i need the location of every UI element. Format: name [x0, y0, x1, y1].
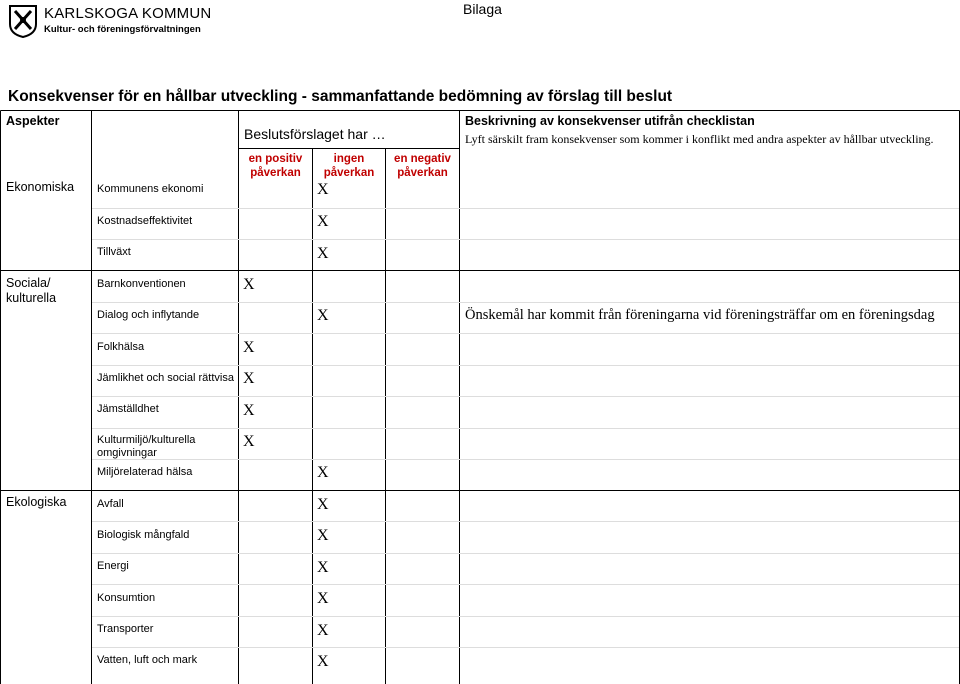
col-negative-header: en negativ påverkan	[394, 153, 451, 179]
assessment-mark: X	[317, 181, 329, 198]
page-title: Konsekvenser för en hållbar utveckling - sammanfattande bedömning av förslag till beslut	[8, 88, 673, 105]
assessment-mark: X	[243, 402, 255, 419]
description-heading: Beskrivning av konsekvenser utifrån checklistan	[465, 114, 755, 128]
col-positive-header: en positiv påverkan	[248, 153, 303, 179]
row-label: Transporter	[97, 623, 154, 635]
row-comment: Önskemål har kommit från föreningarna vid föreningsträffar om en föreningsdag	[465, 307, 935, 323]
row-label: Miljörelaterad hälsa	[97, 466, 193, 478]
col-none-header: ingen påverkan	[323, 153, 375, 179]
row-label: Kulturmiljö/kulturella omgivningar	[97, 434, 196, 459]
assessment-mark: X	[317, 245, 329, 262]
assessment-mark: X	[317, 590, 329, 607]
row-label: Jämställdhet	[97, 403, 159, 415]
row-label: Avfall	[97, 498, 124, 510]
row-label: Folkhälsa	[97, 341, 145, 353]
row-label: Kostnadseffektivitet	[97, 215, 193, 227]
org-name: KARLSKOGA KOMMUN	[44, 5, 212, 22]
assessment-mark: X	[317, 464, 329, 481]
category-sociala: Sociala/ kulturella	[6, 276, 57, 305]
row-label: Konsumtion	[97, 592, 156, 604]
assessment-mark: X	[317, 622, 329, 639]
assessment-mark: X	[317, 213, 329, 230]
org-department: Kultur- och föreningsförvaltningen	[44, 24, 201, 35]
assessment-mark: X	[243, 433, 255, 450]
row-label: Dialog och inflytande	[97, 309, 200, 321]
assessment-mark: X	[317, 496, 329, 513]
row-label: Kommunens ekonomi	[97, 183, 204, 195]
row-label: Biologisk mångfald	[97, 529, 190, 541]
attachment-label: Bilaga	[463, 1, 502, 17]
row-label: Jämlikhet och social rättvisa	[97, 372, 234, 384]
row-label: Vatten, luft och mark	[97, 654, 198, 666]
assessment-mark: X	[317, 527, 329, 544]
row-label: Barnkonventionen	[97, 278, 186, 290]
category-ekologiska: Ekologiska	[6, 495, 67, 509]
description-subheading: Lyft särskilt fram konsekvenser som kommer i konflikt med andra aspekter av hållbar utveckling.	[465, 132, 934, 146]
assessment-mark: X	[317, 559, 329, 576]
row-label: Tillväxt	[97, 246, 131, 258]
assessment-mark: X	[317, 653, 329, 670]
row-label: Energi	[97, 560, 129, 572]
assessment-mark: X	[243, 370, 255, 387]
assessment-mark: X	[243, 276, 255, 293]
aspects-heading: Aspekter	[6, 114, 60, 128]
assessment-mark: X	[317, 307, 329, 324]
category-ekonomiska: Ekonomiska	[6, 180, 75, 194]
assessment-mark: X	[243, 339, 255, 356]
proposal-heading: Beslutsförslaget har …	[244, 126, 386, 142]
